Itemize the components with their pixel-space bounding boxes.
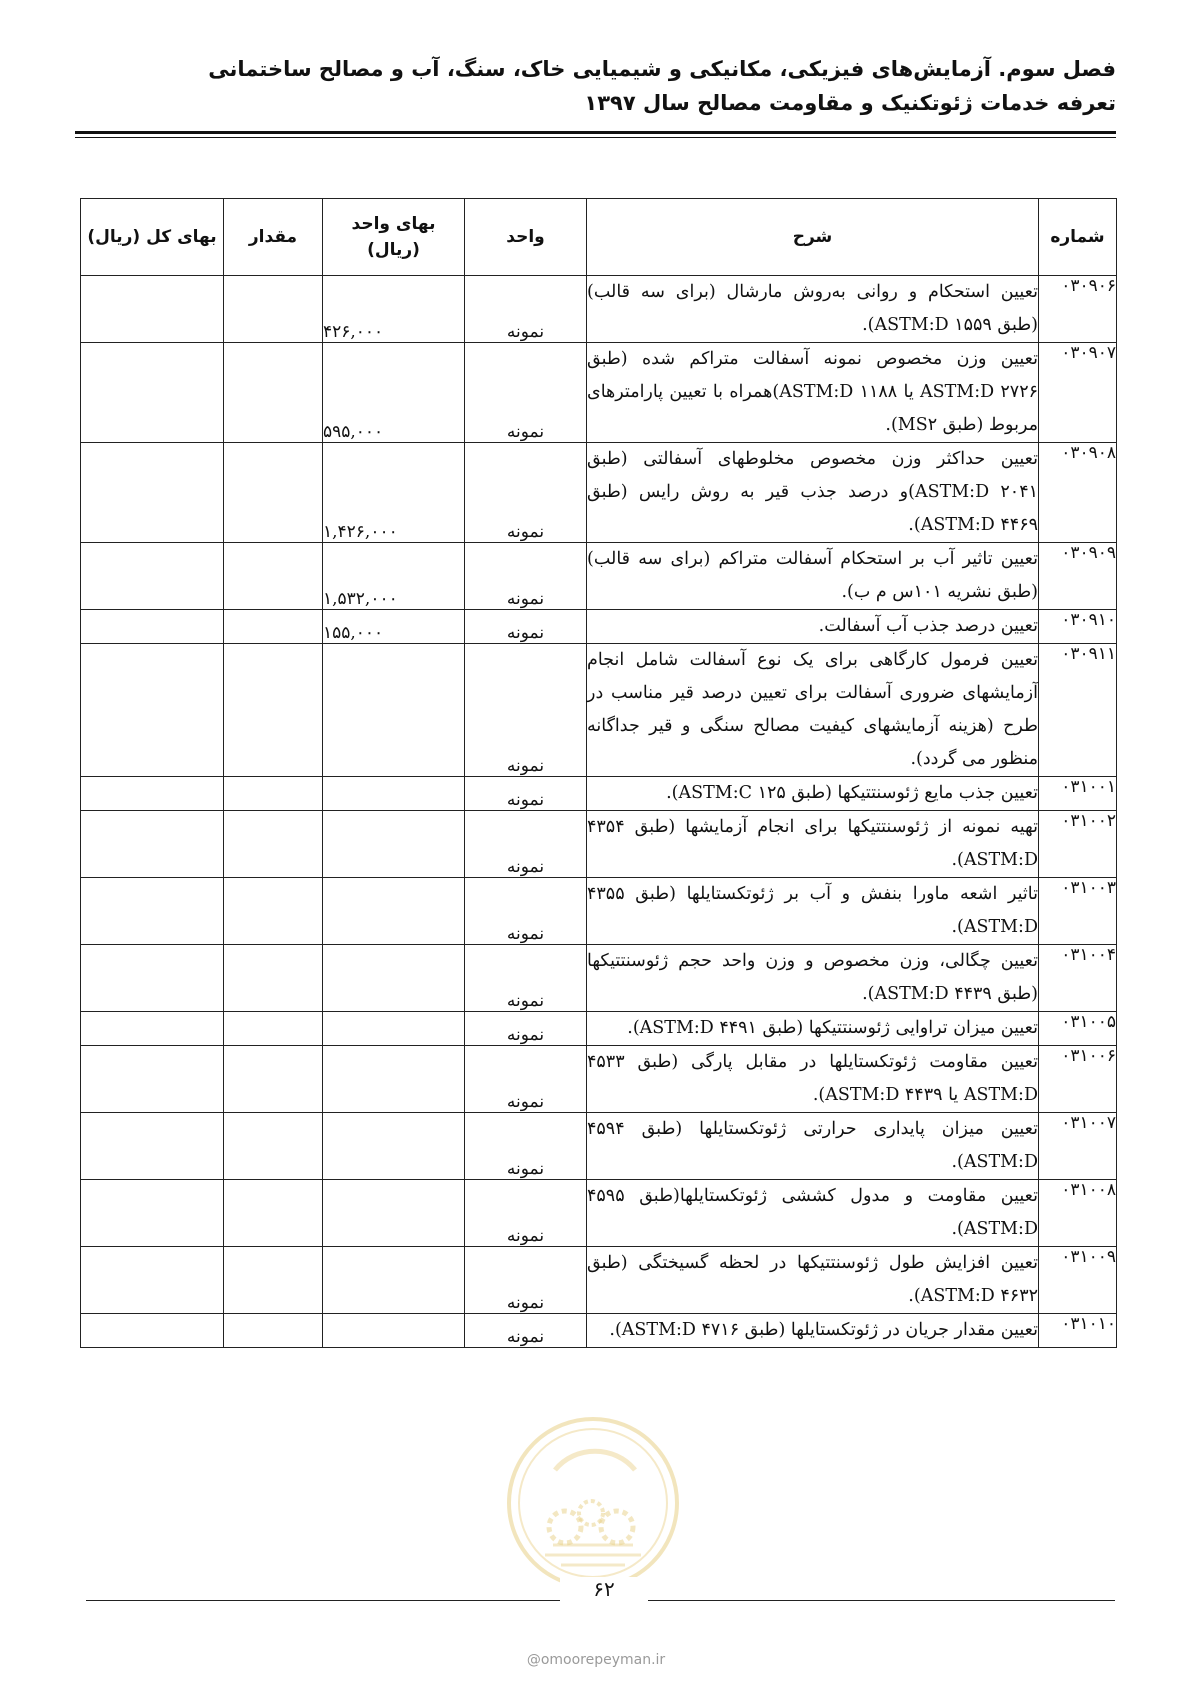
row-total-price	[81, 1046, 224, 1113]
table-row	[81, 878, 1117, 945]
row-unit: نمونه	[465, 276, 587, 343]
row-number: ۰۳۰۹۱۱	[1039, 644, 1117, 777]
row-quantity	[224, 945, 323, 1012]
table-row	[81, 945, 1117, 1012]
row-unit: نمونه	[465, 1314, 587, 1348]
row-total-price	[81, 878, 224, 945]
watermark-logo-icon	[505, 1415, 681, 1591]
row-unit: نمونه	[465, 1012, 587, 1046]
row-total-price	[81, 443, 224, 543]
row-unit-price	[323, 1046, 465, 1113]
row-description: تعیین مقاومت و مدول کششی ژئوتکستایلها(طبق ۴۵۹۵ ASTM:D).	[587, 1180, 1039, 1247]
row-total-price	[81, 1247, 224, 1314]
row-description: تعیین مقاومت ژئوتکستایلها در مقابل پارگی (طبق ۴۵۳۳ ASTM:D یا ASTM:D ۴۴۳۹).	[587, 1046, 1039, 1113]
row-quantity	[224, 1046, 323, 1113]
table-row	[81, 443, 1117, 543]
row-quantity	[224, 543, 323, 610]
row-description: تعیین میزان تراوایی ژئوسنتتیکها (طبق ASTM:D ۴۴۹۱).	[587, 1012, 1039, 1046]
row-quantity	[224, 878, 323, 945]
row-unit: نمونه	[465, 1046, 587, 1113]
row-unit-price	[323, 644, 465, 777]
row-total-price	[81, 1180, 224, 1247]
table-row	[81, 1046, 1117, 1113]
row-description: تعیین افزایش طول ژئوسنتتیکها در لحظه گسیختگی (طبق ASTM:D ۴۶۳۲).	[587, 1247, 1039, 1314]
row-number: ۰۳۰۹۰۷	[1039, 343, 1117, 443]
row-quantity	[224, 1247, 323, 1314]
row-number: ۰۳۱۰۰۱	[1039, 777, 1117, 811]
header-description: شرح	[587, 199, 1039, 276]
row-unit-price: ۱۵۵,۰۰۰	[323, 610, 465, 644]
table-header-row	[81, 199, 1117, 276]
row-unit-price	[323, 878, 465, 945]
row-unit-price	[323, 945, 465, 1012]
table-row	[81, 644, 1117, 777]
row-unit-price	[323, 1247, 465, 1314]
header-rule-thin	[75, 137, 1116, 138]
header-unit-price-currency: (ریال)	[367, 240, 420, 260]
tariff-title: تعرفه خدمات ژئوتکنیک و مقاومت مصالح سال ۱۳۹۷	[584, 91, 1116, 115]
row-total-price	[81, 343, 224, 443]
table-row	[81, 343, 1117, 443]
header-unit-price-label: بهای واحد	[351, 214, 436, 234]
row-number: ۰۳۱۰۱۰	[1039, 1314, 1117, 1348]
row-unit-price	[323, 811, 465, 878]
row-number: ۰۳۱۰۰۶	[1039, 1046, 1117, 1113]
table-row	[81, 1113, 1117, 1180]
row-unit-price	[323, 1113, 465, 1180]
row-unit: نمونه	[465, 1247, 587, 1314]
row-description: تعیین فرمول کارگاهی برای یک نوع آسفالت شامل انجام آزمایشهای ضروری آسفالت برای تعیین درصد قیر مناسب در طرح (هزینه آزمایشهای کیفیت مصالح سنگی و قیر جداگانه منظور می گردد).	[587, 644, 1039, 777]
row-description: تعیین مقدار جریان در ژئوتکستایلها (طبق ۴۷۱۶ ASTM:D).	[587, 1314, 1039, 1348]
row-unit: نمونه	[465, 343, 587, 443]
row-unit: نمونه	[465, 644, 587, 777]
row-number: ۰۳۱۰۰۷	[1039, 1113, 1117, 1180]
table-row	[81, 1314, 1117, 1348]
row-number: ۰۳۰۹۱۰	[1039, 610, 1117, 644]
row-total-price	[81, 1113, 224, 1180]
row-description: تعیین درصد جذب آب آسفالت.	[587, 610, 1039, 644]
table-row	[81, 1247, 1117, 1314]
row-total-price	[81, 276, 224, 343]
row-number: ۰۳۱۰۰۲	[1039, 811, 1117, 878]
row-description: تعیین تاثیر آب بر استحکام آسفالت متراکم (برای سه قالب) (طبق نشریه ۱۰۱س م ب).	[587, 543, 1039, 610]
row-quantity	[224, 1314, 323, 1348]
row-description: تعیین حداکثر وزن مخصوص مخلوطهای آسفالتی (طبق ASTM:D ۲۰۴۱)و درصد جذب قیر به روش رایس (طبق ASTM:D ۴۴۶۹).	[587, 443, 1039, 543]
header-quantity: مقدار	[224, 199, 323, 276]
row-unit-price: ۱,۵۳۲,۰۰۰	[323, 543, 465, 610]
row-description: تعیین چگالی، وزن مخصوص و وزن واحد حجم ژئوسنتتیکها (طبق ASTM:D ۴۴۳۹).	[587, 945, 1039, 1012]
table-row	[81, 1180, 1117, 1247]
watermark-text: @omoorepeyman.ir	[526, 1652, 666, 1668]
row-quantity	[224, 1180, 323, 1247]
header-number: شماره	[1039, 199, 1117, 276]
row-unit: نمونه	[465, 543, 587, 610]
row-description: تعیین میزان پایداری حرارتی ژئوتکستایلها (طبق ۴۵۹۴ ASTM:D).	[587, 1113, 1039, 1180]
row-description: تعیین وزن مخصوص نمونه آسفالت متراکم شده (طبق ASTM:D ۲۷۲۶ یا ASTM:D ۱۱۸۸)همراه با تعیین پارامترهای مربوط (طبق MS۲).	[587, 343, 1039, 443]
table-row	[81, 276, 1117, 343]
row-number: ۰۳۱۰۰۳	[1039, 878, 1117, 945]
row-number: ۰۳۰۹۰۸	[1039, 443, 1117, 543]
row-description: تعیین جذب مایع ژئوسنتتیکها (طبق ASTM:C ۱۲۵).	[587, 777, 1039, 811]
row-number: ۰۳۱۰۰۸	[1039, 1180, 1117, 1247]
row-quantity	[224, 1113, 323, 1180]
row-quantity	[224, 811, 323, 878]
header-unit: واحد	[465, 199, 587, 276]
row-number: ۰۳۰۹۰۶	[1039, 276, 1117, 343]
row-unit-price: ۱,۴۲۶,۰۰۰	[323, 443, 465, 543]
row-unit: نمونه	[465, 878, 587, 945]
row-unit-price	[323, 1180, 465, 1247]
row-number: ۰۳۱۰۰۵	[1039, 1012, 1117, 1046]
row-description: تهیه نمونه از ژئوسنتتیکها برای انجام آزمایشها (طبق ۴۳۵۴ ASTM:D).	[587, 811, 1039, 878]
row-total-price	[81, 945, 224, 1012]
header-total-price: بهای کل (ریال)	[81, 199, 224, 276]
row-quantity	[224, 610, 323, 644]
row-total-price	[81, 1012, 224, 1046]
header-unit-price	[323, 199, 465, 276]
row-number: ۰۳۱۰۰۴	[1039, 945, 1117, 1012]
row-total-price	[81, 811, 224, 878]
row-total-price	[81, 543, 224, 610]
tariff-table	[80, 198, 1117, 1348]
row-number: ۰۳۱۰۰۹	[1039, 1247, 1117, 1314]
table-row	[81, 543, 1117, 610]
table-row	[81, 777, 1117, 811]
row-total-price	[81, 644, 224, 777]
row-unit-price	[323, 1012, 465, 1046]
row-quantity	[224, 443, 323, 543]
row-unit-price	[323, 1314, 465, 1348]
row-total-price	[81, 1314, 224, 1348]
table-row	[81, 610, 1117, 644]
row-total-price	[81, 777, 224, 811]
row-description: تاثیر اشعه ماورا بنفش و آب بر ژئوتکستایلها (طبق ۴۳۵۵ ASTM:D).	[587, 878, 1039, 945]
row-unit: نمونه	[465, 1180, 587, 1247]
row-total-price	[81, 610, 224, 644]
row-unit-price: ۵۹۵,۰۰۰	[323, 343, 465, 443]
row-unit: نمونه	[465, 777, 587, 811]
row-quantity	[224, 777, 323, 811]
page-header	[76, 52, 1116, 120]
row-number: ۰۳۰۹۰۹	[1039, 543, 1117, 610]
row-quantity	[224, 343, 323, 443]
row-unit: نمونه	[465, 945, 587, 1012]
chapter-title: فصل سوم. آزمایش‌های فیزیکی، مکانیکی و شیمیایی خاک، سنگ، آب و مصالح ساختمانی	[208, 57, 1116, 81]
header-rule-thick	[75, 131, 1116, 134]
row-unit: نمونه	[465, 610, 587, 644]
row-quantity	[224, 276, 323, 343]
row-unit-price: ۴۲۶,۰۰۰	[323, 276, 465, 343]
row-quantity	[224, 644, 323, 777]
table-row	[81, 811, 1117, 878]
row-quantity	[224, 1012, 323, 1046]
row-description: تعیین استحکام و روانی به‌روش مارشال (برای سه قالب) (طبق ASTM:D ۱۵۵۹).	[587, 276, 1039, 343]
row-unit-price	[323, 777, 465, 811]
row-unit: نمونه	[465, 443, 587, 543]
table-body	[81, 276, 1117, 1348]
row-unit: نمونه	[465, 811, 587, 878]
row-unit: نمونه	[465, 1113, 587, 1180]
table-row	[81, 1012, 1117, 1046]
page-number: ۶۲	[560, 1577, 648, 1601]
